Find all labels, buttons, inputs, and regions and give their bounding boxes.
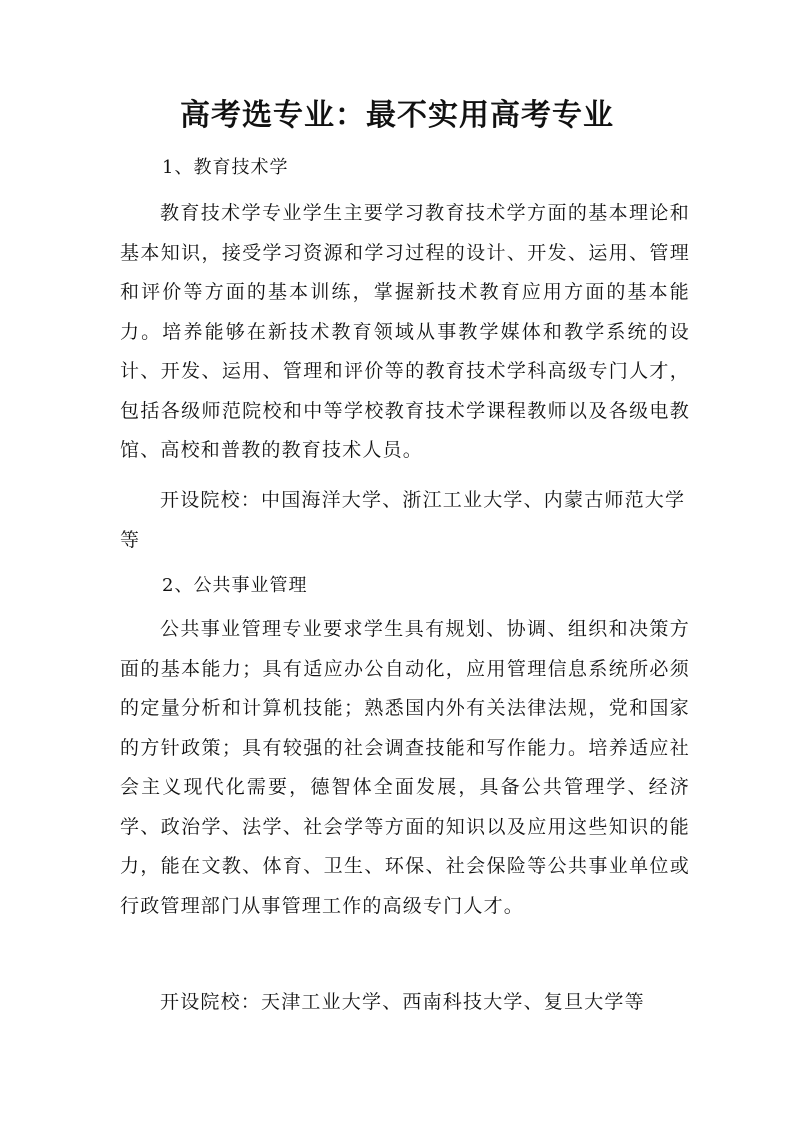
section-heading-1: 1、教育技术学: [162, 157, 289, 178]
section-schools-2: 开设院校：天津工业大学、西南科技大学、复旦大学等: [160, 991, 645, 1013]
section-heading-2: 2、公共事业管理: [162, 575, 308, 596]
document-title: 高考选专业：最不实用高考专业: [180, 98, 614, 133]
section-schools-1: 开设院校：中国海洋大学、浙江工业大学、内蒙古师范大学等: [120, 489, 686, 551]
section-body-1: 教育技术学专业学生主要学习教育技术学方面的基本理论和基本知识，接受学习资源和学习过程的设计、开发、运用、管理和评价等方面的基本训练，掌握新技术教育应用方面的基本能力。培养能够在新技术教育领域从事教学媒体和教学系统的设计、开发、运用、管理和评价等的教育技术学科高级专门人才，包括各级师范院校和中等学校教育技术学课程教师以及各级电教馆、高校和普教的教育技术人员。: [120, 202, 690, 461]
section-body-2: 公共事业管理专业要求学生具有规划、协调、组织和决策方面的基本能力；具有适应办公自动化，应用管理信息系统所必须的定量分析和计算机技能；熟悉国内外有关法律法规，党和国家的方针政策；具有较强的社会调查技能和写作能力。培养适应社会主义现代化需要，德智体全面发展，具备公共管理学、经济学、政治学、法学、社会学等方面的知识以及应用这些知识的能力，能在文教、体育、卫生、环保、社会保险等公共事业单位或行政管理部门从事管理工作的高级专门人才。: [120, 618, 690, 917]
